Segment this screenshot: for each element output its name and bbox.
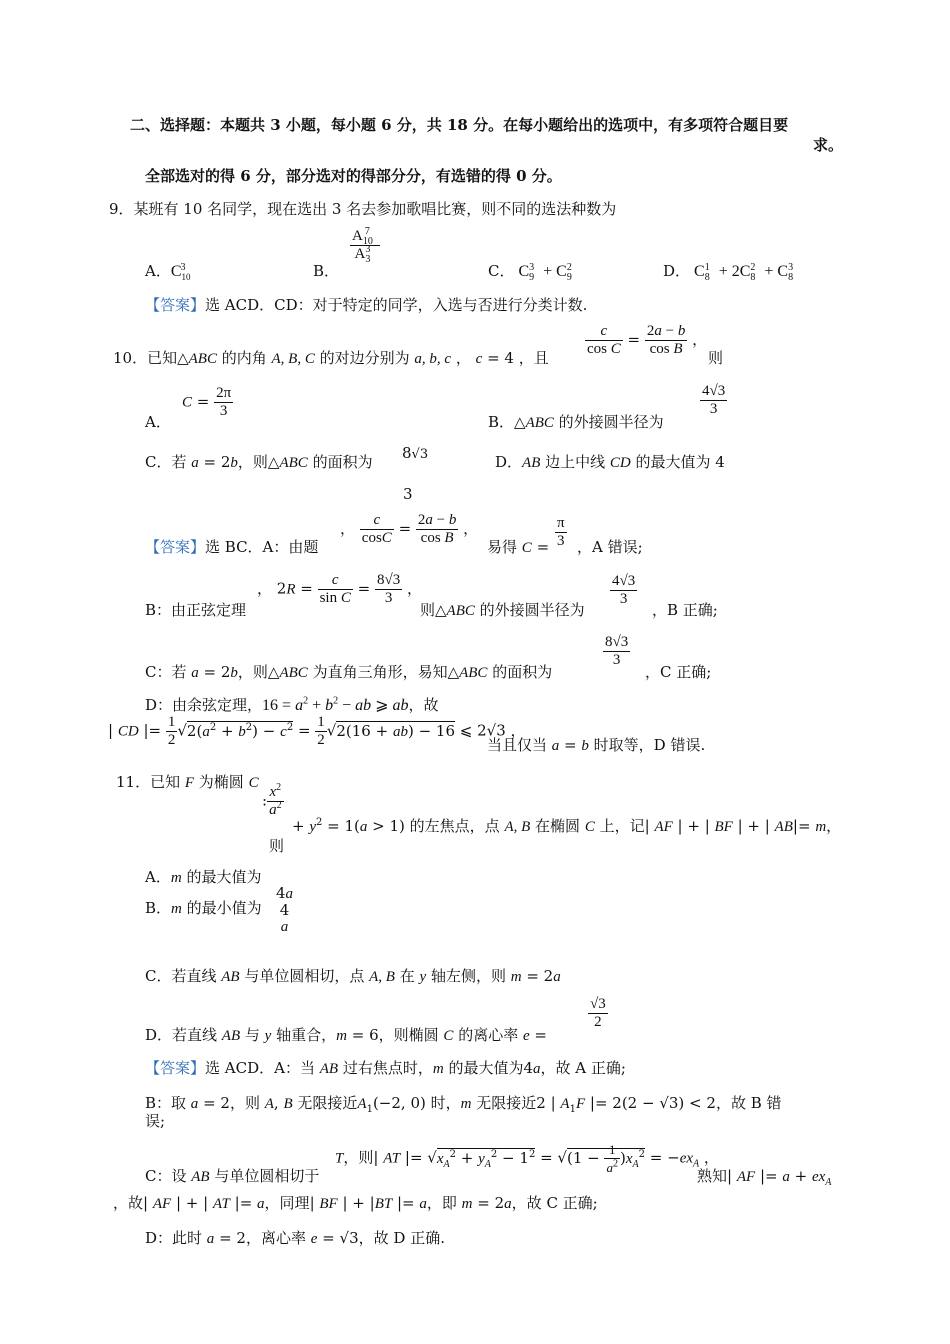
q11-option-c: C．若直线 AB 与单位圆相切，点 A, B 在 y 轴左侧，则 m = 2a [145, 967, 561, 985]
q11-option-b: B．m 的最小值为 [145, 899, 262, 917]
q10-stem-end: 则 [708, 349, 724, 367]
q9-option-b: B． [313, 262, 340, 280]
q11-option-a: A．m 的最大值为 [145, 868, 262, 886]
q10-condition-fraction: $\frac{c}{\text{cos C}}$ = $\frac{2a - b}{\text{cos B}}$ ， [587, 323, 708, 357]
q9-answer: 【答案】选 ACD．CD：对于特定的同学，入选与否进行分类计数. [145, 296, 588, 314]
answer-tag: 【答案】 [145, 296, 206, 314]
q11-stem-line2: + $y^2 = 1(a > 1)$ 的左焦点，点 A, B 在椭圆 C 上，记| AF | + | BF | + | AB|= m， [292, 817, 842, 835]
q9-option-a: A．$C_{10}^3$ [145, 261, 191, 283]
q10-answer-b-formula: ， 2R = $\frac{c}{\text{sin C}}$ = $\frac{8√3}{3}$ ， [257, 572, 422, 606]
q10-answer-a-result: 易得 C = [487, 538, 550, 556]
q10-answer-c-fraction: $\frac{8√3}{3}$ [605, 634, 629, 668]
q11-option-b-value: 4a 4 a [276, 884, 294, 935]
q11-stem-line3: 则 [269, 837, 285, 855]
q11-answer-a: 【答案】选 ACD．A：当 AB 过右焦点时，m 的最大值为4a，故 A 正确; [145, 1059, 626, 1077]
q10-answer-a-end: ，A 错误; [577, 538, 643, 556]
q10-option-a: A． [145, 413, 171, 431]
q11-answer-c: C：设 AB 与单位圆相切于 [145, 1167, 320, 1185]
q10-answer-d-end: 当且仅当 a = b 时取等，D 错误. [487, 736, 706, 754]
q11-option-d: D．若直线 AB 与 y 轴重合，m = 6，则椭圆 C 的离心率 e = [145, 1026, 547, 1044]
q11-answer-c-formula: T，则| AT |= $√x_A^2 + y_A^2 - 1^2 = √(1$ − $\frac{1}{a^2}$ )$x_A^2 = -ex_A$ ， [335, 1142, 719, 1175]
q11-answer-d: D：此时 a = 2，离心率 e = √3，故 D 正确. [145, 1229, 445, 1247]
q10-option-c-den: 3 [403, 485, 413, 503]
q11-stem: 11．已知 F 为椭圆 C [116, 773, 259, 791]
q9-option-b-fraction: $\frac{A_{10}^7}{A_3^3}$ [350, 228, 380, 263]
q10-answer-a: 【答案】选 BC．A：由题 [145, 538, 319, 556]
q10-answer-d: D：由余弦定理，$16 = a^2 + b^2$ − ab ⩾ ab，故 [145, 695, 439, 714]
section-heading-line2: 求。 [813, 136, 844, 154]
q11-option-d-fraction: $\frac{√3}{2}$ [590, 996, 606, 1030]
q10-stem: 10．已知△ABC 的内角 A, B, C 的对边分别为 a, b, c ， c = 4 ，且 [113, 349, 549, 367]
q11-answer-b-line2: 误; [145, 1112, 166, 1130]
q10-answer-b-radius: 则△ABC 的外接圆半径为 [420, 601, 585, 619]
q9-option-d: D． $C_8^1 + 2C_8^2 + C_8^3$ [663, 261, 794, 284]
q9-stem: 9．某班有 10 名同学，现在选出 3 名去参加歌唱比赛，则不同的选法种数为 [109, 200, 617, 218]
q10-answer-a-fraction: ， $\frac{c}{\cos C}$ = $\frac{2a - b}{\text{cos B}}$ ， [340, 512, 479, 546]
q11-answer-b: B：取 a = 2，则 A, B 无限接近$A_1(-2$, 0) 时，m 无限接近2 | $A_1F$ |= 2(2 − √3) < 2，故 B 错 [145, 1094, 782, 1115]
q10-answer-c-end: ，C 正确; [645, 663, 712, 681]
q9-option-c: C． $C_9^3 + C_9^2$ [488, 261, 572, 284]
section-heading-line1: 二、选择题：本题共 3 小题，每小题 6 分，共 18 分。在每小题给出的选项中，有多项符合题目要 [130, 116, 789, 134]
q10-option-b-fraction: $\frac{4√3}{3}$ [702, 383, 726, 417]
q10-option-b: B．△ABC 的外接圆半径为 [488, 413, 664, 431]
q10-answer-a-angle: $\frac{\pi}{3}$ [557, 515, 565, 549]
section-heading-line3: 全部选对的得 6 分，部分选对的得部分分，有选错的得 0 分。 [145, 167, 562, 185]
q11-ellipse-fraction: : $\frac{x^2}{a^2}$ [262, 782, 282, 818]
q10-answer-c: C：若 a = 2b，则△ABC 为直角三角形，易知△ABC 的面积为 [145, 663, 553, 681]
q10-answer-d-formula: | CD |= $\frac{1}{2}$ $√2(a^2 + b^2) - c^2$ = $\frac{1}{2}$ √2(16 + ab) − 16 ⩽ 2√3 ， [108, 714, 526, 748]
q11-answer-c-line2: ，故| AF | + | AT |= a，同理| BF | + |BT |= a，即 m = 2a，故 C 正确; [113, 1194, 598, 1212]
q10-option-d: D．AB 边上中线 CD 的最大值为 4 [495, 453, 725, 471]
q10-option-a-math: C = $\frac{2\pi}{3}$ [182, 385, 232, 419]
q10-answer-b: B：由正弦定理 [145, 601, 247, 619]
q10-answer-b-fraction: $\frac{4√3}{3}$ [612, 573, 636, 607]
q11-answer-c-known: 熟知| AF |= $a + ex_A$ [697, 1167, 832, 1188]
q10-answer-b-end: ，B 正确; [652, 601, 718, 619]
q10-option-c-num: 8√3 [402, 444, 429, 462]
q10-option-c: C．若 a = 2b，则△ABC 的面积为 [145, 453, 373, 471]
